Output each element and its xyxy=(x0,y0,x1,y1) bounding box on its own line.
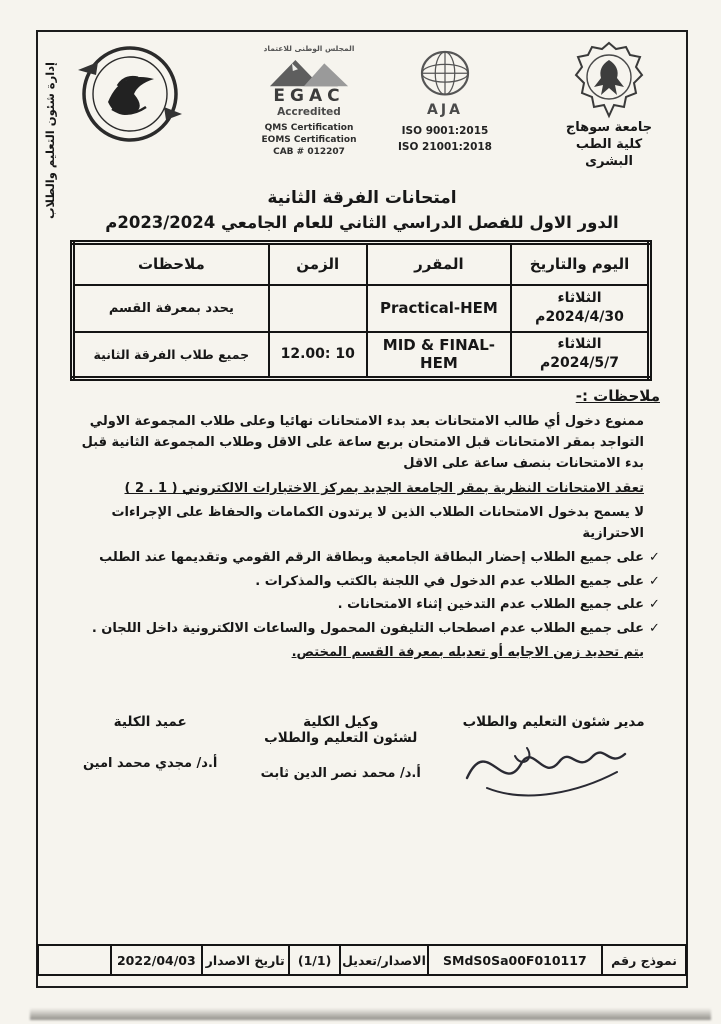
cell-day-date xyxy=(511,332,649,379)
check-bullet-icon: ✓ xyxy=(649,573,660,589)
faculty-name: كلية الطب البشرى xyxy=(575,136,643,169)
vice-dean-title-line2: لشئون التعليم والطلاب xyxy=(264,730,418,746)
egac-mountains-icon xyxy=(266,54,352,88)
scan-edge-artifact xyxy=(30,1008,711,1020)
footer-revision-label: الاصدار/تعديل xyxy=(339,946,426,974)
col-header-time: الزمن xyxy=(269,243,367,285)
day-name: الثلاثاء xyxy=(557,336,602,353)
bullet-mark xyxy=(649,412,660,474)
footer-issue-date-label: تاريخ الاصدار xyxy=(201,946,288,974)
signature-director xyxy=(447,714,660,781)
vice-dean-name: أ.د/ محمد نصر الدين ثابت xyxy=(260,766,421,781)
page-border-frame xyxy=(36,30,688,988)
egac-wordmark: EGAC xyxy=(273,86,345,106)
bullet-mark xyxy=(649,643,660,664)
note-item: ✓ على جميع الطلاب عدم اصطحاب التليفون المحمول والساعات الالكترونية داخل اللجان . xyxy=(64,619,660,640)
university-name: جامعة سوهاج xyxy=(565,120,653,135)
footer-form-code: SMdS0Sa00F010117 xyxy=(427,946,601,974)
egac-cert-line: EOMS Certification xyxy=(261,135,357,146)
egac-cert-line: CAB # 012207 xyxy=(273,147,345,158)
note-item: ✓ على جميع الطلاب عدم التدخين إثناء الامتحانات . xyxy=(64,595,660,616)
table-header-row xyxy=(73,243,650,285)
cell-time xyxy=(269,285,367,332)
check-bullet-icon: ✓ xyxy=(649,597,660,613)
iso-certification-line: ISO 9001:2015 xyxy=(401,125,489,137)
notes-heading: ملاحظات :- xyxy=(575,387,660,405)
signature-dean xyxy=(66,714,234,781)
col-header-course: المقرر xyxy=(367,243,511,285)
exam-date: 2024/5/7م xyxy=(540,355,619,372)
exam-title-line1: امتحانات الفرقة الثانية xyxy=(267,188,457,208)
exam-schedule-table xyxy=(70,240,652,381)
note-item: ممنوع دخول أي طالب الامتحانات بعد بدء الامتحانات نهائيا وعلى طلاب المجموعة الاولي التواجد بمقر الامتحانات قبل الامتحان بربع ساعة على الاقل وطلاب المجموعة الثانية قبل بدء الامتحانات بنصف ساعة على الاقل xyxy=(64,412,660,474)
signatures-section xyxy=(66,714,660,781)
handwritten-signature xyxy=(457,726,642,804)
egac-arc-text: المجلس الوطنى للاعتماد xyxy=(263,44,355,53)
footer-empty-cell xyxy=(39,946,110,974)
university-shield-icon xyxy=(574,40,644,120)
col-header-notes: ملاحظات xyxy=(73,243,269,285)
bullet-mark xyxy=(649,503,660,545)
dean-title: عميد الكلية xyxy=(113,714,187,730)
exam-title-line2: الدور الاول للفصل الدراسي الثاني للعام الجامعي 2023/2024م xyxy=(105,213,619,232)
globe-icon xyxy=(414,48,476,102)
table-row xyxy=(73,332,650,379)
cell-notes: يحدد بمعرفة القسم xyxy=(73,285,269,332)
cell-notes: جميع طلاب الفرقة الثانية xyxy=(73,332,269,379)
note-item: يتم تحديد زمن الاجابه أو تعديله بمعرفة القسم المختص. xyxy=(64,643,660,664)
cell-course: MID & FINAL-HEM xyxy=(367,332,511,379)
check-bullet-icon: ✓ xyxy=(649,549,660,565)
note-item: لا يسمح بدخول الامتحانات الطلاب الذين لا يرتدون الكمامات والحفاظ على الإجراءات الاحترازية xyxy=(64,503,660,545)
aja-registrars-logo xyxy=(390,48,500,156)
notes-section xyxy=(64,386,660,667)
cell-course: Practical-HEM xyxy=(367,285,511,332)
department-vertical-text: إدارة شئون التعليم والطلاب xyxy=(43,62,57,220)
footer-revision-value: (1/1) xyxy=(288,946,340,974)
exam-date: 2024/4/30م xyxy=(535,309,624,325)
footer-issue-date-value: 2022/04/03 xyxy=(110,946,200,974)
egac-cert-line: QMS Certification xyxy=(264,123,354,133)
check-bullet-icon: ✓ xyxy=(649,621,660,637)
note-item: ✓ على جميع الطلاب إحضار البطاقة الجامعية وبطاقة الرقم القومي وتقديمها عند الطلب xyxy=(64,548,660,569)
document-title-block xyxy=(38,188,686,232)
document-footer-bar xyxy=(37,944,687,976)
day-name: الثلاثاء xyxy=(557,290,602,307)
director-title: مدير شئون التعليم والطلاب xyxy=(462,714,645,730)
signature-vice-dean xyxy=(234,714,447,781)
cell-time: 12.00: 10 xyxy=(269,332,367,379)
note-item: تعقد الامتحانات النظرية بمقر الجامعة الجديد بمركز الاختبارات الالكتروني ( 1 . 2 ) xyxy=(64,479,660,500)
vice-dean-title-line1: وكيل الكلية xyxy=(303,714,379,730)
egac-accreditation-logo xyxy=(246,44,372,158)
cell-day-date xyxy=(511,285,649,332)
iso-certification-line: ISO 21001:2018 xyxy=(397,140,492,153)
sohag-university-seal-icon xyxy=(66,42,192,146)
note-item: ✓ على جميع الطلاب عدم الدخول في اللجنة بالكتب والمذكرات . xyxy=(64,572,660,593)
dean-name: أ.د/ مجدي محمد امين xyxy=(82,756,218,771)
footer-form-label: نموذج رقم xyxy=(601,946,685,974)
col-header-day-date: اليوم والتاريخ xyxy=(511,243,649,285)
table-row xyxy=(73,285,650,332)
bullet-mark xyxy=(649,479,660,500)
university-emblem-block xyxy=(550,40,668,171)
egac-accredited-text: Accredited xyxy=(277,106,341,118)
aja-wordmark: AJA xyxy=(427,102,463,118)
